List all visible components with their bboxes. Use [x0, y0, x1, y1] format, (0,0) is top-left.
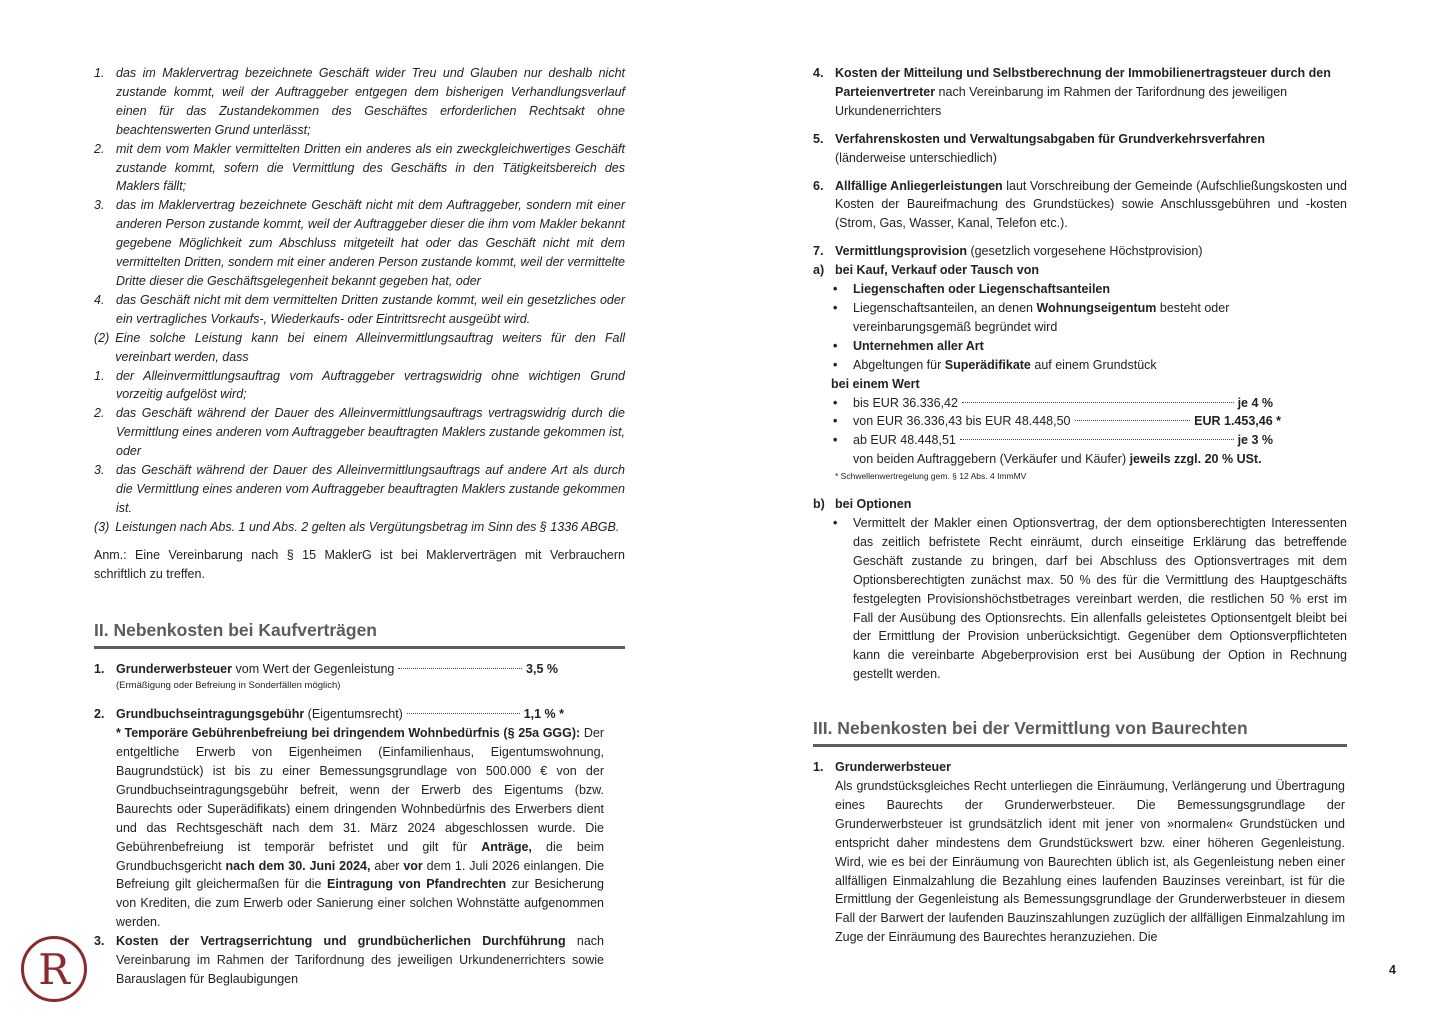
bullet-text: Unternehmen aller Art — [853, 338, 984, 353]
list-item — [94, 461, 625, 518]
rate-note-text: von beiden Auftraggebern (Verkäufer und Käufer) — [853, 452, 1130, 467]
fee-exemption-bold-2: nach dem 30. Juni 2024, — [225, 858, 371, 873]
logo-r-icon — [20, 935, 88, 1003]
rate-label: ab EUR 48.448,51 — [853, 433, 956, 448]
list-item-number: 3. — [94, 198, 105, 213]
rate-value: EUR 1.453,46 * — [1194, 414, 1281, 429]
cost-item-1-number: 1. — [94, 662, 105, 677]
list-item-number: 3. — [94, 463, 105, 478]
list-item — [94, 291, 625, 329]
subsection-b-title: bei Optionen — [835, 497, 912, 512]
baurecht-item-1 — [813, 758, 1347, 947]
paragraph-2-number: (2) — [94, 330, 110, 345]
cost-item-2 — [94, 705, 625, 932]
cost-item-1-value: 3,5 % — [526, 662, 558, 677]
fee-exemption-bold-4: Eintragung von Pfandrechten — [327, 877, 507, 892]
cost-item-7 — [813, 242, 1347, 261]
paragraph-2 — [94, 329, 625, 367]
rate-note-bold: jeweils zzgl. 20 % USt. — [1129, 452, 1262, 467]
bullet-text: Liegenschaftsanteilen, an denen — [853, 300, 1037, 315]
cost-item-4-desc: nach Vereinbarung im Rahmen der Tarifordnung des jeweiligen Urkundenerrichters — [835, 84, 1288, 118]
cost-item-5 — [813, 130, 1347, 168]
list-item — [94, 196, 625, 291]
fee-exemption-text-4: dem 1. Juli 2026 einlangen. Die Befreiung gilt gleichermaßen für die — [116, 858, 605, 892]
subsection-a — [813, 261, 1347, 280]
list-item-text: das Geschäft nicht mit dem vermittelten Dritten zustande kommt, weil ein gesetzliches oder ein vertragliches Vorkaufs-, Wiederkaufs- oder Eintrittsrecht ausgeübt wird. — [116, 292, 625, 326]
cost-item-7-title: Vermittlungsprovision — [835, 244, 967, 259]
cost-item-2-value: 1,1 % * — [523, 707, 564, 722]
cost-item-2-title: Grundbuchseintragungsgebühr — [116, 707, 305, 722]
rate-row-2: • von EUR 36.336,43 bis EUR 48.448,50 EUR 1.453,46 * — [813, 412, 1347, 431]
left-column — [94, 64, 625, 989]
rate-value: je 3 % — [1237, 433, 1273, 448]
bullet-text: besteht oder vereinbarungsgemäß begründet wird — [853, 300, 1230, 334]
bullet-bold: Wohnungseigentum — [1036, 300, 1157, 315]
cost-item-1 — [94, 660, 625, 693]
cost-item-4-title: Kosten der Mitteilung und Selbstberechnung der Immobilienertragsteuer durch den Parteienvertreter — [835, 66, 1331, 99]
logo-letter: R — [38, 945, 70, 994]
leader-dots — [962, 402, 1234, 403]
bullet-item: • Unternehmen aller Art — [813, 337, 1347, 356]
bullet-item: • Abgeltungen für Superädifikate auf einem Grundstück — [833, 357, 1157, 372]
list-item — [94, 367, 625, 405]
rate-label: von EUR 36.336,43 bis EUR 48.448,50 — [853, 414, 1071, 429]
paragraph-2-text: Eine solche Leistung kann bei einem Alleinvermittlungsauftrag weiters für den Fall vereinbart werden, dass — [115, 330, 625, 364]
annotation-note: Anm.: Eine Vereinbarung nach § 15 MaklerG ist bei Maklerverträgen mit Verbrauchern schriftlich zu treffen. — [94, 547, 625, 581]
leader-dots — [407, 713, 520, 714]
leader-dots — [398, 668, 522, 669]
cost-item-2-number: 2. — [94, 707, 105, 722]
bullet-item: • Liegenschaftsanteilen, an denen Wohnungseigentum besteht oder vereinbarungsgemäß begründet wird — [833, 300, 1230, 334]
cost-item-7-number: 7. — [813, 244, 824, 259]
paragraph-3 — [94, 518, 625, 537]
value-heading: bei einem Wert — [831, 376, 920, 391]
cost-item-4-number: 4. — [813, 66, 824, 80]
subsection-a-letter: a) — [813, 263, 825, 278]
page-number: 4 — [1389, 963, 1396, 977]
cost-item-5-title: Verfahrenskosten und Verwaltungsabgaben für Grundverkehrsverfahren — [835, 131, 1265, 146]
list-item-text: das Geschäft während der Dauer des Alleinvermittlungsauftrags auf andere Art als durch die Vermittlung eines anderen vom Auftraggeber beauftragten Maklers zustande gekommen ist. — [116, 463, 625, 515]
subsection-b — [813, 495, 1347, 514]
rate-row-1: • bis EUR 36.336,42 je 4 % — [813, 394, 1347, 413]
fee-exemption-text-2: die beim Grundbuchsgericht — [116, 839, 604, 873]
list-item-number: 4. — [94, 292, 105, 307]
bullet-item: • Vermittelt der Makler einen Optionsvertrag, der dem optionsberechtigten Interessenten das zeitlich befristete Recht einräumt, durch einseitige Erklärung das betreffende Geschäft zustande zu bringen, darf bei Abschluss des Optionsvertrages mit dem Optionsberechtigten zunächst max. 50 % des für die Vermittlung des Hauptgeschäfts festgelegten Provisionshöchstbetrages vereinbart werden, die restlichen 50 % erst im Fall der Ausübung des Optionsrechts. Ein allenfalls geleistetes Optionsentgelt bleibt bei der Ermittlung der Provision unberücksichtigt. Gegenüber dem Optionsverpflichteten kann die vereinbarte Abgeberprovision erst bei Ausübung der Option in Rechnung gestellt werden. — [813, 514, 1347, 684]
list-item — [94, 140, 625, 197]
right-column — [813, 64, 1347, 947]
fee-exemption-bold-3: vor — [403, 858, 423, 873]
cost-item-4 — [813, 64, 1347, 121]
fee-exemption-text-5: zur Besicherung von Krediten, die zum Erwerb oder Sanierung einer solchen Wohnstätte aufgenommen werden. — [116, 877, 604, 930]
cost-item-3-title: Kosten der Vertragserrichtung und grundbücherlichen Durchführung — [116, 934, 566, 949]
rate-row-3: • ab EUR 48.448,51 je 3 % — [813, 431, 1347, 450]
list-item-number: 1. — [94, 66, 105, 80]
options-text: Vermittelt der Makler einen Optionsvertrag, der dem optionsberechtigten Interessenten das zeitlich befristete Recht einräumt, durch einseitige Erklärung das betreffende Geschäft zustande zu bringen, darf bei Abschluss des Optionsvertrages mit dem Optionsberechtigten zunächst max. 50 % des für die Vermittlung des Hauptgeschäfts festgelegten Provisionshöchstbetrages vereinbart werden, die restlichen 50 % erst im Fall der Ausübung des Optionsrechts. Ein allenfalls geleistetes Optionsentgelt bleibt bei der Ermittlung der Provision unberücksichtigt. Gegenüber dem Optionsverpflichteten kann die vereinbarte Abgeberprovision erst bei Ausübung der Option in Rechnung gestellt werden. — [853, 516, 1347, 682]
bullet-bold: Superädifikate — [944, 357, 1031, 372]
fee-exemption-title: * Temporäre Gebührenbefreiung bei dringendem Wohnbedürfnis (§ 25a GGG): — [116, 726, 581, 741]
clause-list-1 — [94, 64, 625, 329]
fee-exemption-text — [116, 724, 604, 932]
paragraph-3-number: (3) — [94, 519, 110, 534]
cost-item-3-number: 3. — [94, 934, 105, 949]
fee-exemption-text-1: Der entgeltliche Erwerb von Eigenheimen (Einfamilienhaus, Eigentumswohnung, Baugrundstück) ist bis zu einer Bemessungsgrundlage von 500.000 € von der Grundbuchseintragungsgebühr befreit, wenn der Erwerb des Eigentums (bzw. Baurechts oder Superädifikats) einem dringenden Wohnbedürfnis des Erwerbers dient und das Rechtsgeschäft nach dem 31. März 2024 abgeschlossen wurde. Die Gebührenbefreiung ist temporär befristet und gilt für — [116, 726, 604, 854]
cost-item-1-title: Grunderwerbsteuer — [116, 662, 233, 677]
cost-item-3-desc: nach Vereinbarung im Rahmen der Tarifordnung des jeweiligen Urkundenerrichters sowie Barauslagen für Beglaubigungen — [116, 934, 604, 986]
leader-dots — [1075, 420, 1191, 421]
cost-item-6-title: Allfällige Anliegerleistungen — [835, 178, 1003, 193]
threshold-footnote: * Schwellenwertregelung gem. § 12 Abs. 4 ImmMV — [835, 471, 1027, 482]
list-item-number: 1. — [94, 368, 105, 383]
subsection-b-letter: b) — [813, 497, 825, 512]
leader-dots — [960, 439, 1234, 440]
cost-item-7-desc: (gesetzlich vorgesehene Höchstprovision) — [966, 244, 1203, 259]
cost-item-6 — [813, 177, 1347, 234]
paragraph-3-text: Leistungen nach Abs. 1 und Abs. 2 gelten als Vergütungsbetrag im Sinn des § 1336 ABGB. — [115, 519, 620, 534]
cost-item-1-desc: vom Wert der Gegenleistung — [232, 662, 395, 677]
baurecht-item-1-title: Grunderwerbsteuer — [835, 760, 952, 775]
cost-item-1-note: (Ermäßigung oder Befreiung in Sonderfällen möglich) — [116, 680, 341, 692]
rate-label: bis EUR 36.336,42 — [853, 395, 958, 410]
bullet-text: auf einem Grundstück — [1030, 357, 1157, 372]
cost-item-2-desc: (Eigentumsrecht) — [304, 707, 403, 722]
list-item-number: 2. — [94, 141, 105, 156]
fee-exemption-text-3: aber — [370, 858, 404, 873]
baurecht-item-1-number: 1. — [813, 760, 824, 775]
fee-exemption-bold-1: Anträge, — [481, 839, 532, 854]
clause-list-2 — [94, 367, 625, 518]
list-item-text: das Geschäft während der Dauer des Alleinvermittlungsauftrags vertragswidrig durch die Vermittlung eines anderen vom Auftraggeber beauftragten Maklers zustande gekommen ist, oder — [116, 406, 625, 459]
subsection-a-title: bei Kauf, Verkauf oder Tausch von — [835, 263, 1039, 278]
list-item-text: mit dem vom Makler vermittelten Dritten ein anderes als ein zweckgleichwertiges Geschäft zustande kommt, sofern die Vermittlung des Geschäfts in den Tätigkeitsbereich des Maklers fällt; — [116, 141, 625, 194]
cost-item-5-number: 5. — [813, 131, 824, 146]
list-item-text: das im Maklervertrag bezeichnete Geschäft wider Treu und Glauben nur deshalb nicht zustande kommt, weil der Auftraggeber entgegen dem bisherigen Verhandlungsverlauf einen für das Zustandekommen des Geschäftes erforderlichen Rechtsakt ohne beachtenswerten Grund unterlässt; — [116, 66, 625, 137]
cost-item-3 — [94, 932, 625, 989]
bullet-text: Liegenschaften oder Liegenschaftsanteilen — [853, 282, 1111, 297]
cost-item-6-desc: laut Vorschreibung der Gemeinde (Aufschließungskosten und Kosten der Baureifmachung des Grundstückes) sowie Anschlussgebühren und -kosten (Strom, Gas, Wasser, Kanal, Telefon etc.). — [835, 178, 1348, 231]
section-3-heading: III. Nebenkosten bei der Vermittlung von Baurechten — [813, 719, 1347, 747]
list-item-number: 2. — [94, 406, 105, 421]
list-item — [94, 64, 625, 140]
list-item-text: der Alleinvermittlungsauftrag vom Auftraggeber vertragswidrig ohne wichtigen Grund vorzeitig aufgelöst wird; — [116, 368, 625, 402]
baurecht-item-1-text: Als grundstücksgleiches Recht unterliegen die Einräumung, Verlängerung und Übertragung eines Baurechts der Grunderwerbsteuer. Die Bemessungsgrundlage der Grunderwerbsteuer ist grundsätzlich ident mit jener von »normalen« Grundstücken und entspricht daher mindestens dem Grundstückswert bzw. einer höheren Gegenleistung. Wird, wie es bei der Einräumung von Baurechten üblich ist, als Gegenleistung neben einer allfälligen Einmalzahlung die Bezahlung eines laufenden Bauzinses vereinbart, ist für die Ermittlung der Gegenleistung als Bemessungsgrundlage der Grunderwerbsteuer in diesem Fall der Barwert der laufenden Bauzinszahlungen zuzüglich der allfälligen Einmalzahlung im Zuge der Einräumung des Baurechtes heranzuziehen. Die — [835, 779, 1345, 945]
cost-item-5-desc: (länderweise unterschiedlich) — [835, 150, 997, 165]
section-2-heading: II. Nebenkosten bei Kaufverträgen — [94, 621, 625, 649]
list-item-text: das im Maklervertrag bezeichnete Geschäft nicht mit dem Auftraggeber, sondern mit einer anderen Person zustande kommt, weil der Auftraggeber dieser die ihm vom Makler bekannt gegebene Möglichkeit zum Abschluss mitgeteilt hat oder das Geschäft nicht mit dem vermittelten Dritten, sondern mit einer anderen Person zustande kommt, weil der vermittelte Dritte dieser die Geschäftsgelegenheit bekannt gegeben hat, oder — [116, 198, 625, 288]
rate-value: je 4 % — [1237, 395, 1273, 410]
list-item — [94, 404, 625, 461]
rate-note — [813, 450, 1347, 469]
cost-item-6-number: 6. — [813, 178, 824, 193]
bullet-item: • Liegenschaften oder Liegenschaftsanteilen — [813, 280, 1347, 299]
bullet-text: Abgeltungen für — [853, 357, 945, 372]
